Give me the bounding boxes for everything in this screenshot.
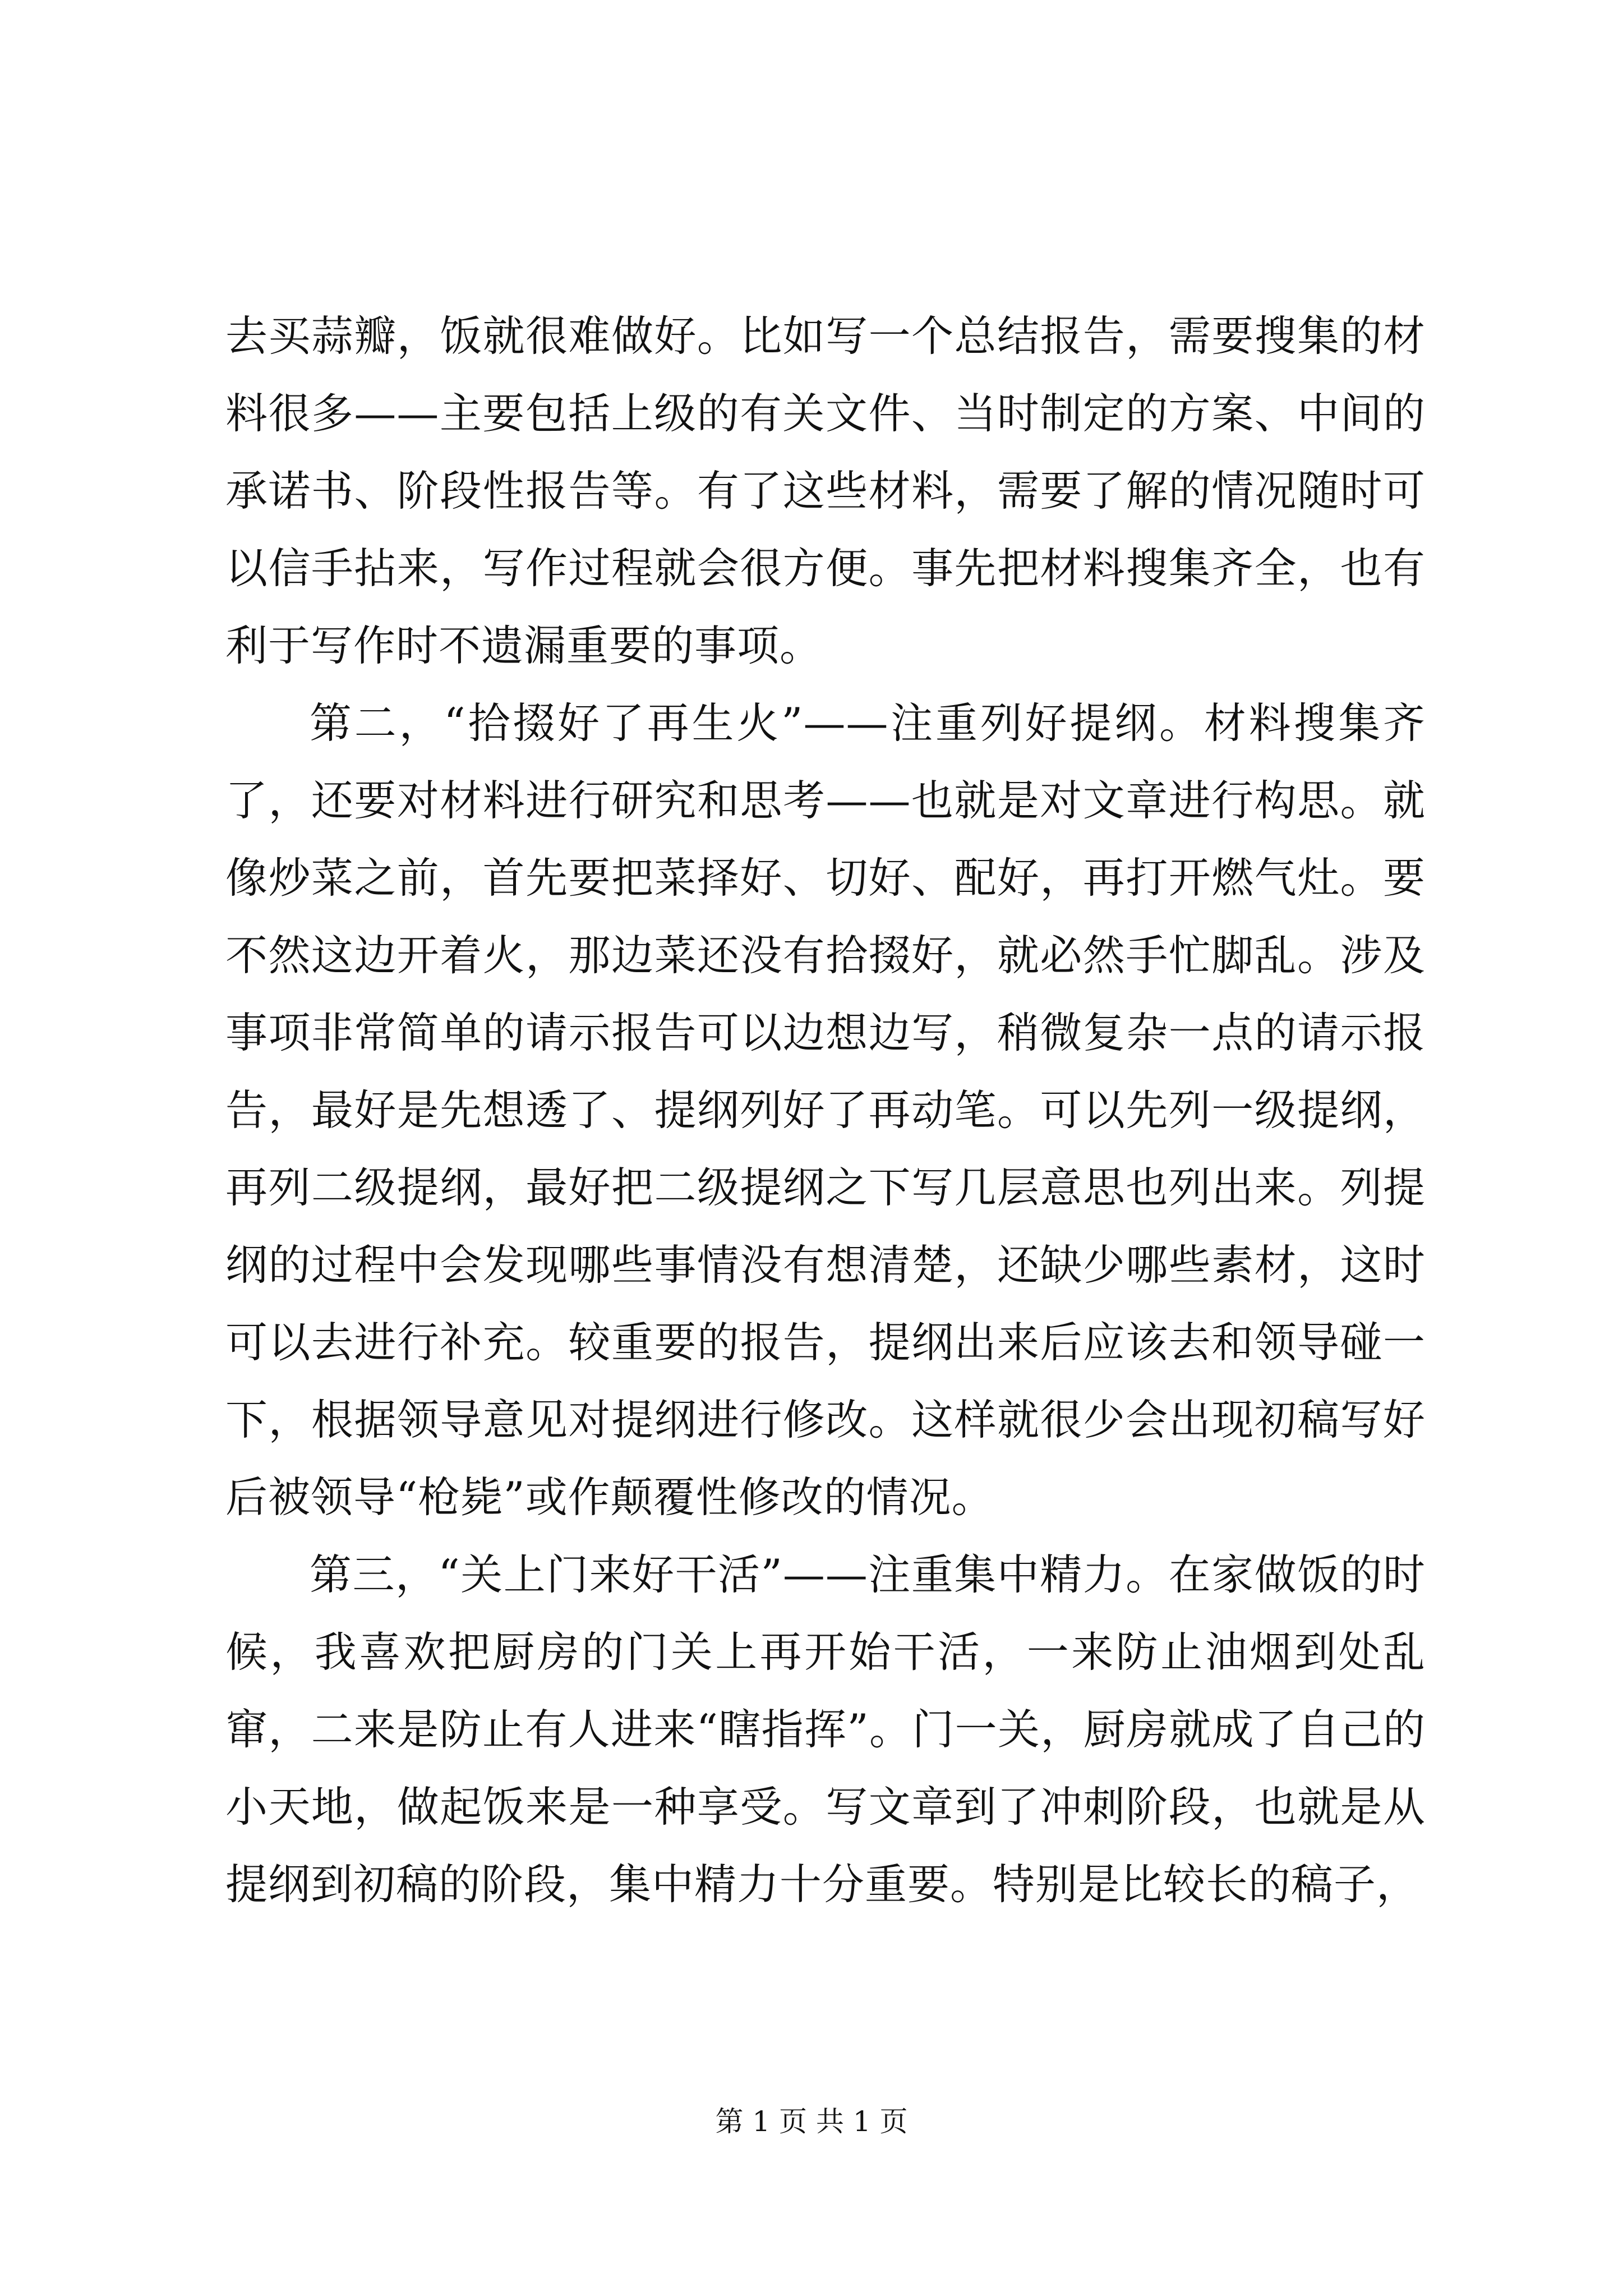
paragraph-second-point: 第二，“拾掇好了再生火”——注重列好提纲。材料搜集齐了，还要对材料进行研究和思考——也就是对文章进行构思。就像炒菜之前，首先要把菜择好、切好、配好，再打开燃气灶。要不然这边开着火，那边菜还没有拾掇好，就必然手忙脚乱。涉及事项非常简单的请示报告可以边想边写，稍微复杂一点的请示报告，最好是先想透了、提纲列好了再动笔。可以先列一级提纲，再列二级提纲，最好把二级提纲之下写几层意思也列出来。列提纲的过程中会发现哪些事情没有想清楚，还缺少哪些素材，这时可以去进行补充。较重要的报告，提纲出来后应该去和领导碰一下，根据领导意见对提纲进行修改。这样就很少会出现初稿写好后被领导“枪毙”或作颠覆性修改的情况。 (225, 698, 1426, 1522)
paragraph-continuation: 去买蒜瓣，饭就很难做好。比如写一个总结报告，需要搜集的材料很多——主要包括上级的有关文件、当时制定的方案、中间的承诺书、阶段性报告等。有了这些材料，需要了解的情况随时可以信手拈来，写作过程就会很方便。事先把材料搜集齐全，也有利于写作时不遗漏重要的事项。 (225, 311, 1426, 670)
page-footer: 第 1 页 共 1 页 (715, 2105, 908, 2138)
paragraph-third-point: 第三，“关上门来好干活”——注重集中精力。在家做饭的时候，我喜欢把厨房的门关上再开始干活，一来防止油烟到处乱窜，二来是防止有人进来“瞎指挥”。门一关，厨房就成了自己的小天地，做起饭来是一种享受。写文章到了冲刺阶段，也就是从提纲到初稿的阶段，集中精力十分重要。特别是比较长的稿子， (225, 1550, 1426, 1909)
document-body (225, 297, 1426, 1923)
